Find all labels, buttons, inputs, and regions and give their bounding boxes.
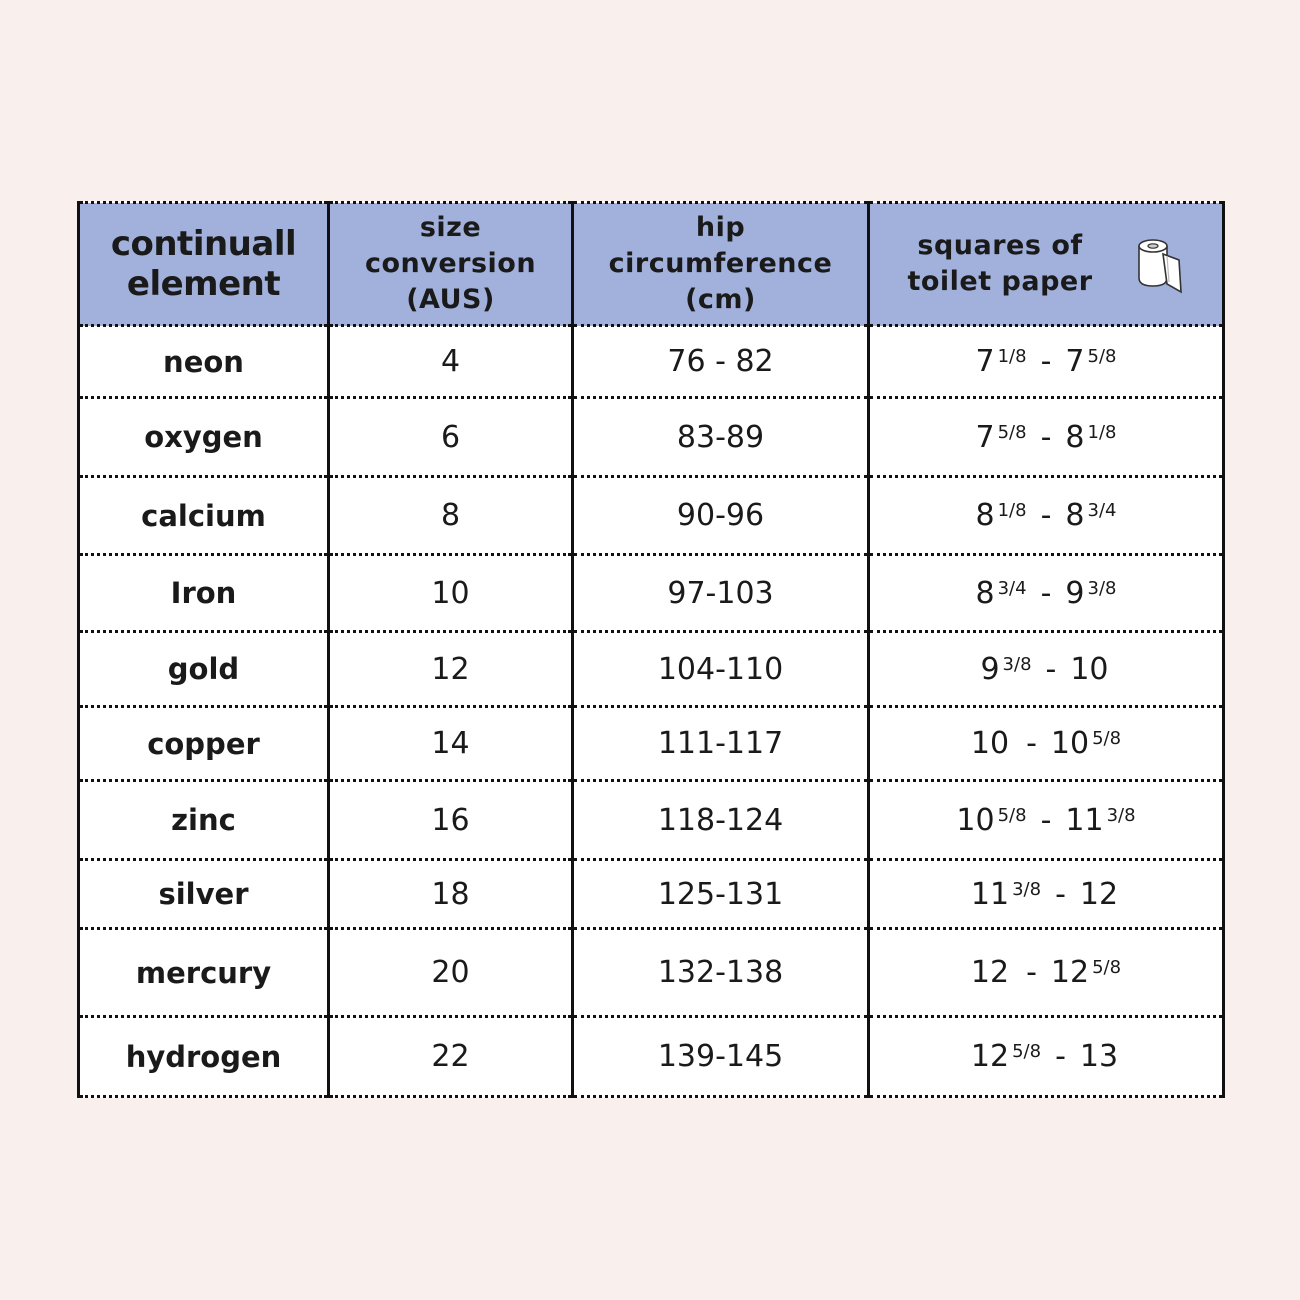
squares-cell <box>869 555 1224 632</box>
squares-to-fraction: 3/8 <box>1106 804 1136 826</box>
squares-from-whole: 8 <box>975 498 995 533</box>
table-row <box>79 707 1224 781</box>
squares-to-whole: 11 <box>1065 802 1104 838</box>
header-hip-line-1: hip <box>695 212 746 243</box>
hip-cell: 132-138 <box>573 929 869 1017</box>
squares-to-whole: 12 <box>1079 876 1119 912</box>
squares-dash: - <box>1040 802 1052 838</box>
header-hip-line-2: circumference <box>608 248 833 279</box>
squares-dash: - <box>1055 1039 1066 1074</box>
squares-dash: - <box>1026 726 1037 761</box>
size-cell: 22 <box>329 1017 573 1097</box>
squares-range <box>980 652 1111 687</box>
squares-range <box>976 420 1117 455</box>
size-cell: 12 <box>329 632 573 707</box>
squares-dash: - <box>1040 419 1052 455</box>
squares-to-fraction: 5/8 <box>1092 957 1122 978</box>
size-cell: 8 <box>329 477 573 555</box>
header-element-line-2: element <box>126 264 281 304</box>
table-row <box>79 477 1224 555</box>
squares-cell <box>869 781 1224 860</box>
squares-from-whole: 8 <box>975 575 995 611</box>
hip-cell: 83-89 <box>573 398 869 477</box>
element-cell: copper <box>79 707 329 781</box>
squares-range <box>971 877 1121 912</box>
element-cell: Iron <box>79 555 329 632</box>
size-cell: 14 <box>329 707 573 781</box>
squares-to-fraction: 1/8 <box>1087 421 1117 443</box>
size-cell: 6 <box>329 398 573 477</box>
squares-to-whole: 8 <box>1065 498 1085 533</box>
hip-cell: 90-96 <box>573 477 869 555</box>
squares-cell <box>869 477 1224 555</box>
squares-from-fraction: 3/8 <box>1012 878 1042 900</box>
size-cell: 20 <box>329 929 573 1017</box>
squares-to-whole: 10 <box>1070 651 1109 687</box>
squares-to-whole: 9 <box>1065 575 1085 611</box>
table-row <box>79 326 1224 398</box>
squares-dash: - <box>1045 651 1057 687</box>
element-cell: calcium <box>79 477 329 555</box>
squares-from-fraction: 3/8 <box>1002 653 1032 675</box>
element-cell: neon <box>79 326 329 398</box>
element-cell: silver <box>79 860 329 929</box>
squares-dash: - <box>1055 876 1066 912</box>
squares-from-whole: 11 <box>970 876 1010 912</box>
squares-from-whole: 12 <box>970 955 1010 990</box>
squares-cell <box>869 860 1224 929</box>
element-cell: gold <box>79 632 329 707</box>
header-squares <box>869 203 1224 326</box>
header-hip <box>573 203 869 326</box>
header-size-line-3: (AUS) <box>406 284 495 315</box>
squares-to-fraction: 3/8 <box>1087 577 1117 599</box>
element-cell: mercury <box>79 929 329 1017</box>
header-element-line-1: continuall <box>110 224 297 264</box>
header-size <box>329 203 573 326</box>
squares-range <box>971 955 1121 990</box>
squares-from-fraction: 1/8 <box>997 346 1027 367</box>
size-cell: 18 <box>329 860 573 929</box>
squares-range <box>971 726 1121 761</box>
table-row <box>79 781 1224 860</box>
squares-to-whole: 12 <box>1050 955 1090 990</box>
squares-to-whole: 13 <box>1079 1039 1119 1074</box>
header-size-line-1: size <box>419 212 482 243</box>
squares-to-whole: 8 <box>1065 419 1085 455</box>
toilet-paper-icon <box>1133 234 1185 294</box>
element-cell: zinc <box>79 781 329 860</box>
squares-from-whole: 12 <box>970 1039 1010 1074</box>
squares-from-fraction: 5/8 <box>997 421 1027 443</box>
squares-cell <box>869 632 1224 707</box>
squares-from-whole: 7 <box>975 419 995 455</box>
squares-dash: - <box>1040 498 1052 533</box>
squares-from-fraction: 5/8 <box>1012 1041 1042 1062</box>
squares-to-fraction: 5/8 <box>1087 346 1117 367</box>
hip-cell: 111-117 <box>573 707 869 781</box>
size-cell: 10 <box>329 555 573 632</box>
squares-to-fraction: 5/8 <box>1092 728 1122 749</box>
squares-from-fraction: 5/8 <box>997 804 1027 826</box>
table-row <box>79 555 1224 632</box>
squares-to-whole: 7 <box>1065 344 1085 379</box>
table-row <box>79 860 1224 929</box>
header-squares-line-2: toilet paper <box>907 266 1093 297</box>
squares-from-whole: 10 <box>970 726 1010 761</box>
squares-dash: - <box>1026 955 1037 990</box>
table-row <box>79 398 1224 477</box>
squares-range <box>976 498 1117 533</box>
squares-to-whole: 10 <box>1050 726 1090 761</box>
size-cell: 16 <box>329 781 573 860</box>
squares-from-fraction: 1/8 <box>997 500 1027 521</box>
hip-cell: 76 - 82 <box>573 326 869 398</box>
hip-cell: 104-110 <box>573 632 869 707</box>
squares-cell <box>869 326 1224 398</box>
table-row <box>79 1017 1224 1097</box>
squares-cell <box>869 398 1224 477</box>
hip-cell: 139-145 <box>573 1017 869 1097</box>
squares-cell <box>869 929 1224 1017</box>
squares-range <box>971 1039 1121 1074</box>
squares-cell <box>869 707 1224 781</box>
squares-range <box>976 576 1117 611</box>
hip-cell: 125-131 <box>573 860 869 929</box>
header-size-line-2: conversion <box>364 248 537 279</box>
squares-range <box>976 344 1117 379</box>
header-hip-line-3: (cm) <box>685 284 756 315</box>
squares-range <box>956 803 1135 838</box>
header-element <box>79 203 329 326</box>
size-cell: 4 <box>329 326 573 398</box>
table-row <box>79 632 1224 707</box>
header-squares-line-1: squares of <box>917 230 1083 261</box>
squares-from-whole: 10 <box>956 802 995 838</box>
element-cell: hydrogen <box>79 1017 329 1097</box>
squares-cell <box>869 1017 1224 1097</box>
table-row <box>79 929 1224 1017</box>
squares-from-whole: 9 <box>980 651 1000 687</box>
squares-from-whole: 7 <box>975 344 995 379</box>
squares-dash: - <box>1040 344 1052 379</box>
squares-to-fraction: 3/4 <box>1087 500 1117 521</box>
element-cell: oxygen <box>79 398 329 477</box>
hip-cell: 118-124 <box>573 781 869 860</box>
squares-dash: - <box>1040 575 1052 611</box>
header-row <box>79 203 1224 326</box>
squares-from-fraction: 3/4 <box>997 577 1027 599</box>
hip-cell: 97-103 <box>573 555 869 632</box>
size-chart-table <box>77 201 1225 1098</box>
